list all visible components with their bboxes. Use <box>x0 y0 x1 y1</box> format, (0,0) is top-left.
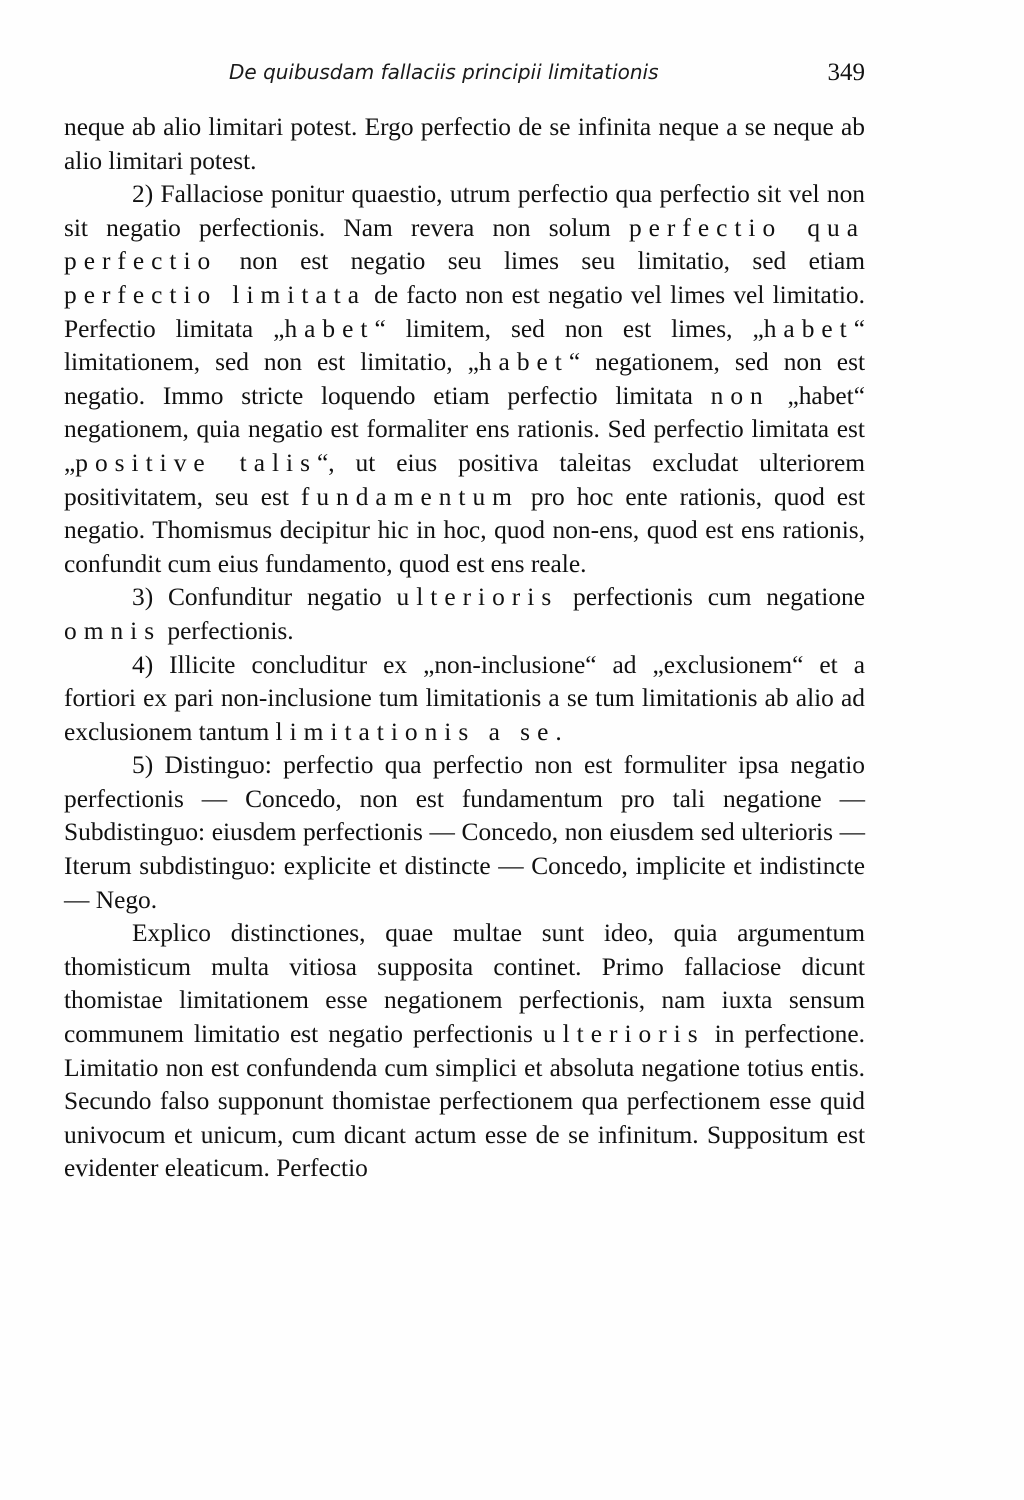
text-run: 4) Illicite concluditur ex „non-inclusione“ ad „exclusionem“ et a fortiori ex pari non-inclusione tum limitationis a se tum limitationis ab alio ad exclusionem tantum <box>64 650 865 746</box>
text-run: pro hoc ente rationis, quod est negatio. Thomismus decipitur hic in hoc, quod non-ens, quod est ens rationis, confundit cum eius fundamento, quod est ens reale. <box>64 482 866 578</box>
page-number: 349 <box>827 59 865 86</box>
text-run: non est negatio seu limes seu limitatio, sed etiam <box>217 247 865 276</box>
spaced-emphasis: ulterioris <box>542 1020 705 1049</box>
text-run: “ negationem, sed non est negatio. Immo stricte loquendo etiam perfectio limitata <box>64 348 866 410</box>
spaced-emphasis: limitationis a se <box>275 717 556 746</box>
spaced-emphasis: fundamentum <box>300 482 519 511</box>
spaced-emphasis: positive talis <box>75 448 317 477</box>
spaced-emphasis: perfectio qua perfectio <box>64 213 865 276</box>
spaced-emphasis: omnis <box>64 616 162 645</box>
paragraph-p4 <box>64 649 865 750</box>
spaced-emphasis: non <box>710 381 770 410</box>
text-run: 2) Fallaciose ponitur quaestio, utrum perfectio qua perfectio sit vel non sit negatio perfectionis. Nam revera non solum <box>64 180 865 242</box>
running-title: De quibusdam fallaciis principii limitationis <box>229 60 659 84</box>
spaced-emphasis: habet <box>763 314 854 343</box>
spaced-emphasis: ulterioris <box>396 583 559 612</box>
text-run: “ limitem, sed non est limes, „ <box>374 314 764 343</box>
text-run: Explico distinctiones, quae multae sunt ideo, quia argumentum thomisticum multa vitiosa supposita continet. Primo fallaciose dicunt thomistae limitationem esse negationem perfectionis, nam iuxta sensum communem limitatio est negatio perfectionis <box>64 919 865 1049</box>
paragraph-p5 <box>64 749 865 917</box>
text-run: neque ab alio limitari potest. Ergo perfectio de se infinita neque a se neque ab alio limitari potest. <box>64 113 865 175</box>
paragraph-p2 <box>64 178 865 581</box>
spaced-emphasis: perfectio limitata <box>64 280 366 309</box>
paragraph-p6 <box>64 917 865 1186</box>
text-run: perfectionis cum negatione <box>558 583 865 612</box>
text-run: in perfectione. Limitatio non est confundenda cum simplici et absoluta negatione totius entis. Secundo falso supponunt thomistae perfectionem qua perfectionem esse quid univocum et unicum, cum dicant actum esse de se infinitum. Suppositum est evidenter eleaticum. Perfectio <box>64 1020 865 1183</box>
text-run: de facto non est negatio vel limes vel limitatio. Perfectio limitata „ <box>64 280 865 343</box>
text-run: “, ut eius positiva taleitas excludat ulteriorem positivitatem, seu est <box>64 448 865 511</box>
text-run: “ limitationem, sed non est limitatio, „ <box>64 314 865 377</box>
running-header <box>229 52 865 96</box>
body-text <box>64 111 865 1186</box>
paragraph-p1 <box>64 111 865 178</box>
text-run: 3) Confunditur negatio <box>132 583 397 612</box>
paragraph-p3 <box>64 581 865 648</box>
text-run: 5) Distinguo: perfectio qua perfectio non est formuliter ipsa negatio perfectionis — Concedo, non est fundamentum pro tali negatione — Subdistinguo: eiusdem perfectionis — Concedo, non eiusdem sed ulterioris — Iterum subdistinguo: explicite et distincte — Concedo, implicite et indistincte — Nego. <box>64 751 865 914</box>
text-run: „habet“ negationem, quia negatio est formaliter ens rationis. Sed perfectio limitata est „ <box>64 381 865 477</box>
spaced-emphasis: habet <box>284 314 375 343</box>
text-run: perfectionis. <box>161 616 294 645</box>
text-run: . <box>555 717 562 746</box>
spaced-emphasis: habet <box>478 348 569 377</box>
